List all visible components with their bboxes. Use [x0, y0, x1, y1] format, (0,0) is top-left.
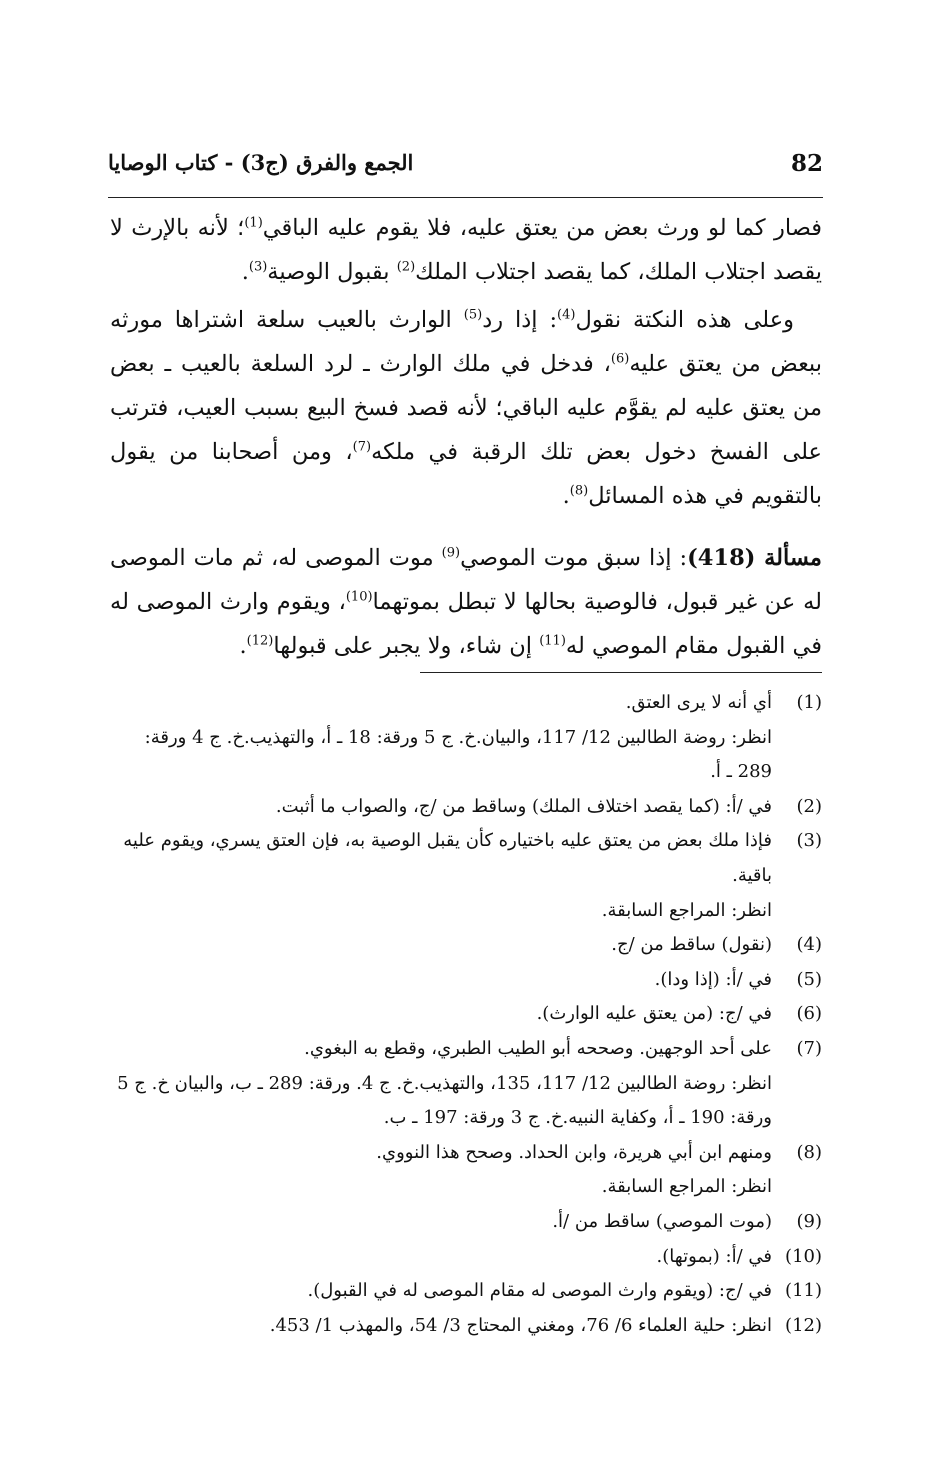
paragraph-2 [110, 298, 822, 518]
footnote-line: في /أ: (إذا ودا). [654, 968, 772, 990]
issue-label: مسألة (418) [687, 545, 822, 571]
footnote-line: (موت الموصي) ساقط من /أ. [552, 1210, 772, 1232]
footnote-ref-8: (8) [569, 483, 589, 499]
footnote-number: (5) [796, 968, 822, 990]
footnote-ref-5: (5) [463, 307, 483, 323]
footnote [110, 997, 822, 1032]
footnote-line: انظر: المراجع السابقة. [601, 1176, 772, 1198]
footnote [110, 790, 822, 825]
footnote-line: فإذا ملك بعض من يعتق عليه باختياره كأن يقبل الوصية به، فإن العتق يسري، ويقوم عليه باقية. [123, 830, 772, 886]
footnote [110, 686, 822, 790]
footnote-ref-9: (9) [441, 545, 461, 561]
footnote-ref-11: (11) [539, 633, 566, 649]
page-number: 82 [790, 150, 823, 177]
footnote-number: (1) [796, 692, 822, 713]
footnote-line: ومنهم ابن أبي هريرة، وابن الحداد. وصحح هذا النووي. [376, 1141, 772, 1163]
footnote [110, 928, 822, 963]
footnote-number: (8) [796, 1141, 822, 1163]
footnote-line: انظر: روضة الطالبين 12/ 117، والبيان.خ. ج 5 ورقة: 18 ـ أ، والتهذيب.خ. ج 4 ورقة: 289 ـ أ. [144, 726, 772, 783]
footnote-line: في /ج: (ويقوم وارث الموصى له مقام الموصى له في القبول). [307, 1280, 772, 1302]
footnote-line: انظر: روضة الطالبين 12/ 117، 135، والتهذيب.خ. ج 4. ورقة: 289 ـ ب، والبيان خ. ج 5 ورقة: 190 ـ أ، وكفاية النبيه.خ. ج 3 ورقة: 197 ـ ب. [117, 1072, 772, 1129]
text-run: . [239, 633, 247, 659]
footnote-number: (3) [796, 830, 822, 852]
text-run: ، ومن أصحابنا من يقول بالتقويم في هذه المسائل [110, 439, 822, 509]
footnote-number: (4) [796, 934, 822, 956]
footnote-line: في /أ: (بموتها). [656, 1245, 772, 1267]
text-run: ؛ لأنه بالإرث لا يقصد اجتلاب الملك، كما يقصد اجتلاب الملك [110, 215, 822, 285]
footnote-ref-6: (6) [610, 351, 630, 367]
footnote [110, 1136, 822, 1205]
text-run: إن شاء، ولا يجبر على قبولها [273, 633, 540, 659]
text-run: وعلى هذه النكتة نقول [575, 307, 794, 333]
footnote-number: (9) [796, 1210, 822, 1232]
text-run: فصار كما لو ورث بعض من يعتق عليه، فلا يقوم عليه الباقي [262, 215, 822, 241]
header-divider [108, 197, 823, 198]
text-run: الوارث بالعيب سلعة اشتراها مورثه ببعض من يعتق عليه [110, 307, 822, 377]
footnote-number: (12) [785, 1314, 822, 1336]
footnote-number: (7) [796, 1037, 822, 1059]
footnote-ref-1: (1) [244, 215, 263, 231]
footnote-ref-3: (3) [248, 259, 268, 275]
text-run: ، ويقوم وارث الموصى له في القبول مقام الموصي له [110, 589, 822, 659]
footnote-line: انظر: حلية العلماء 6/ 76، ومغني المحتاج 3/ 54، والمهذب 1/ 453. [269, 1314, 772, 1336]
footnote [110, 1309, 822, 1344]
footnotes [110, 686, 822, 1343]
footnote-ref-12: (12) [246, 633, 274, 649]
footnote [110, 1240, 822, 1275]
footnote-number: (2) [796, 795, 822, 817]
text-run: : إذا سبق موت الموصي [460, 545, 688, 571]
paragraph-1 [110, 206, 822, 294]
footnote-divider [420, 672, 822, 673]
footnote-line: في /ج: (من يعتق عليه الوارث). [536, 1003, 772, 1025]
footnote [110, 1205, 822, 1240]
running-title: الجمع والفرق (ج3) - كتاب الوصايا [108, 150, 414, 175]
text-run: . [241, 259, 249, 285]
footnote-line: أي أنه لا يرى العتق. [625, 692, 772, 713]
footnote [110, 963, 822, 998]
footnote [110, 1274, 822, 1309]
text-run: بقبول الوصية [267, 259, 397, 285]
issue-418 [110, 536, 822, 668]
footnote [110, 1032, 822, 1136]
text-run: . [562, 483, 570, 509]
footnote [110, 824, 822, 928]
footnote-line: (نقول) ساقط من /ج. [611, 934, 772, 956]
footnote-ref-7: (7) [352, 439, 372, 455]
footnote-number: (11) [785, 1280, 822, 1302]
footnote-line: في /أ: (كما يقصد اختلاف الملك) وساقط من /ج، والصواب ما أثبت. [275, 795, 772, 817]
footnote-ref-10: (10) [345, 589, 373, 605]
main-text [110, 206, 822, 668]
footnote-number: (6) [796, 1003, 822, 1025]
footnote-line: على أحد الوجهين. وصححه أبو الطيب الطبري، وقطع به البغوي. [304, 1037, 772, 1059]
footnote-ref-2: (2) [396, 259, 416, 275]
page-header [108, 150, 823, 190]
footnote-number: (10) [785, 1245, 822, 1267]
footnote-ref-4: (4) [557, 307, 576, 323]
text-run: موت الموصى له، ثم مات الموصى له عن غير قبول، فالوصية بحالها لا تبطل بموتهما [110, 545, 822, 615]
text-run: : إذا رد [482, 307, 558, 333]
footnote-line: انظر: المراجع السابقة. [601, 899, 772, 921]
text-run: ، فدخل في ملك الوارث ـ لرد السلعة بالعيب ـ بعض من يعتق عليه لم يقوَّم عليه الباقي؛ لأنه قصد فسخ البيع بسبب العيب، فترتب على الفسخ دخول بعض تلك الرقبة في ملكه [110, 351, 822, 465]
